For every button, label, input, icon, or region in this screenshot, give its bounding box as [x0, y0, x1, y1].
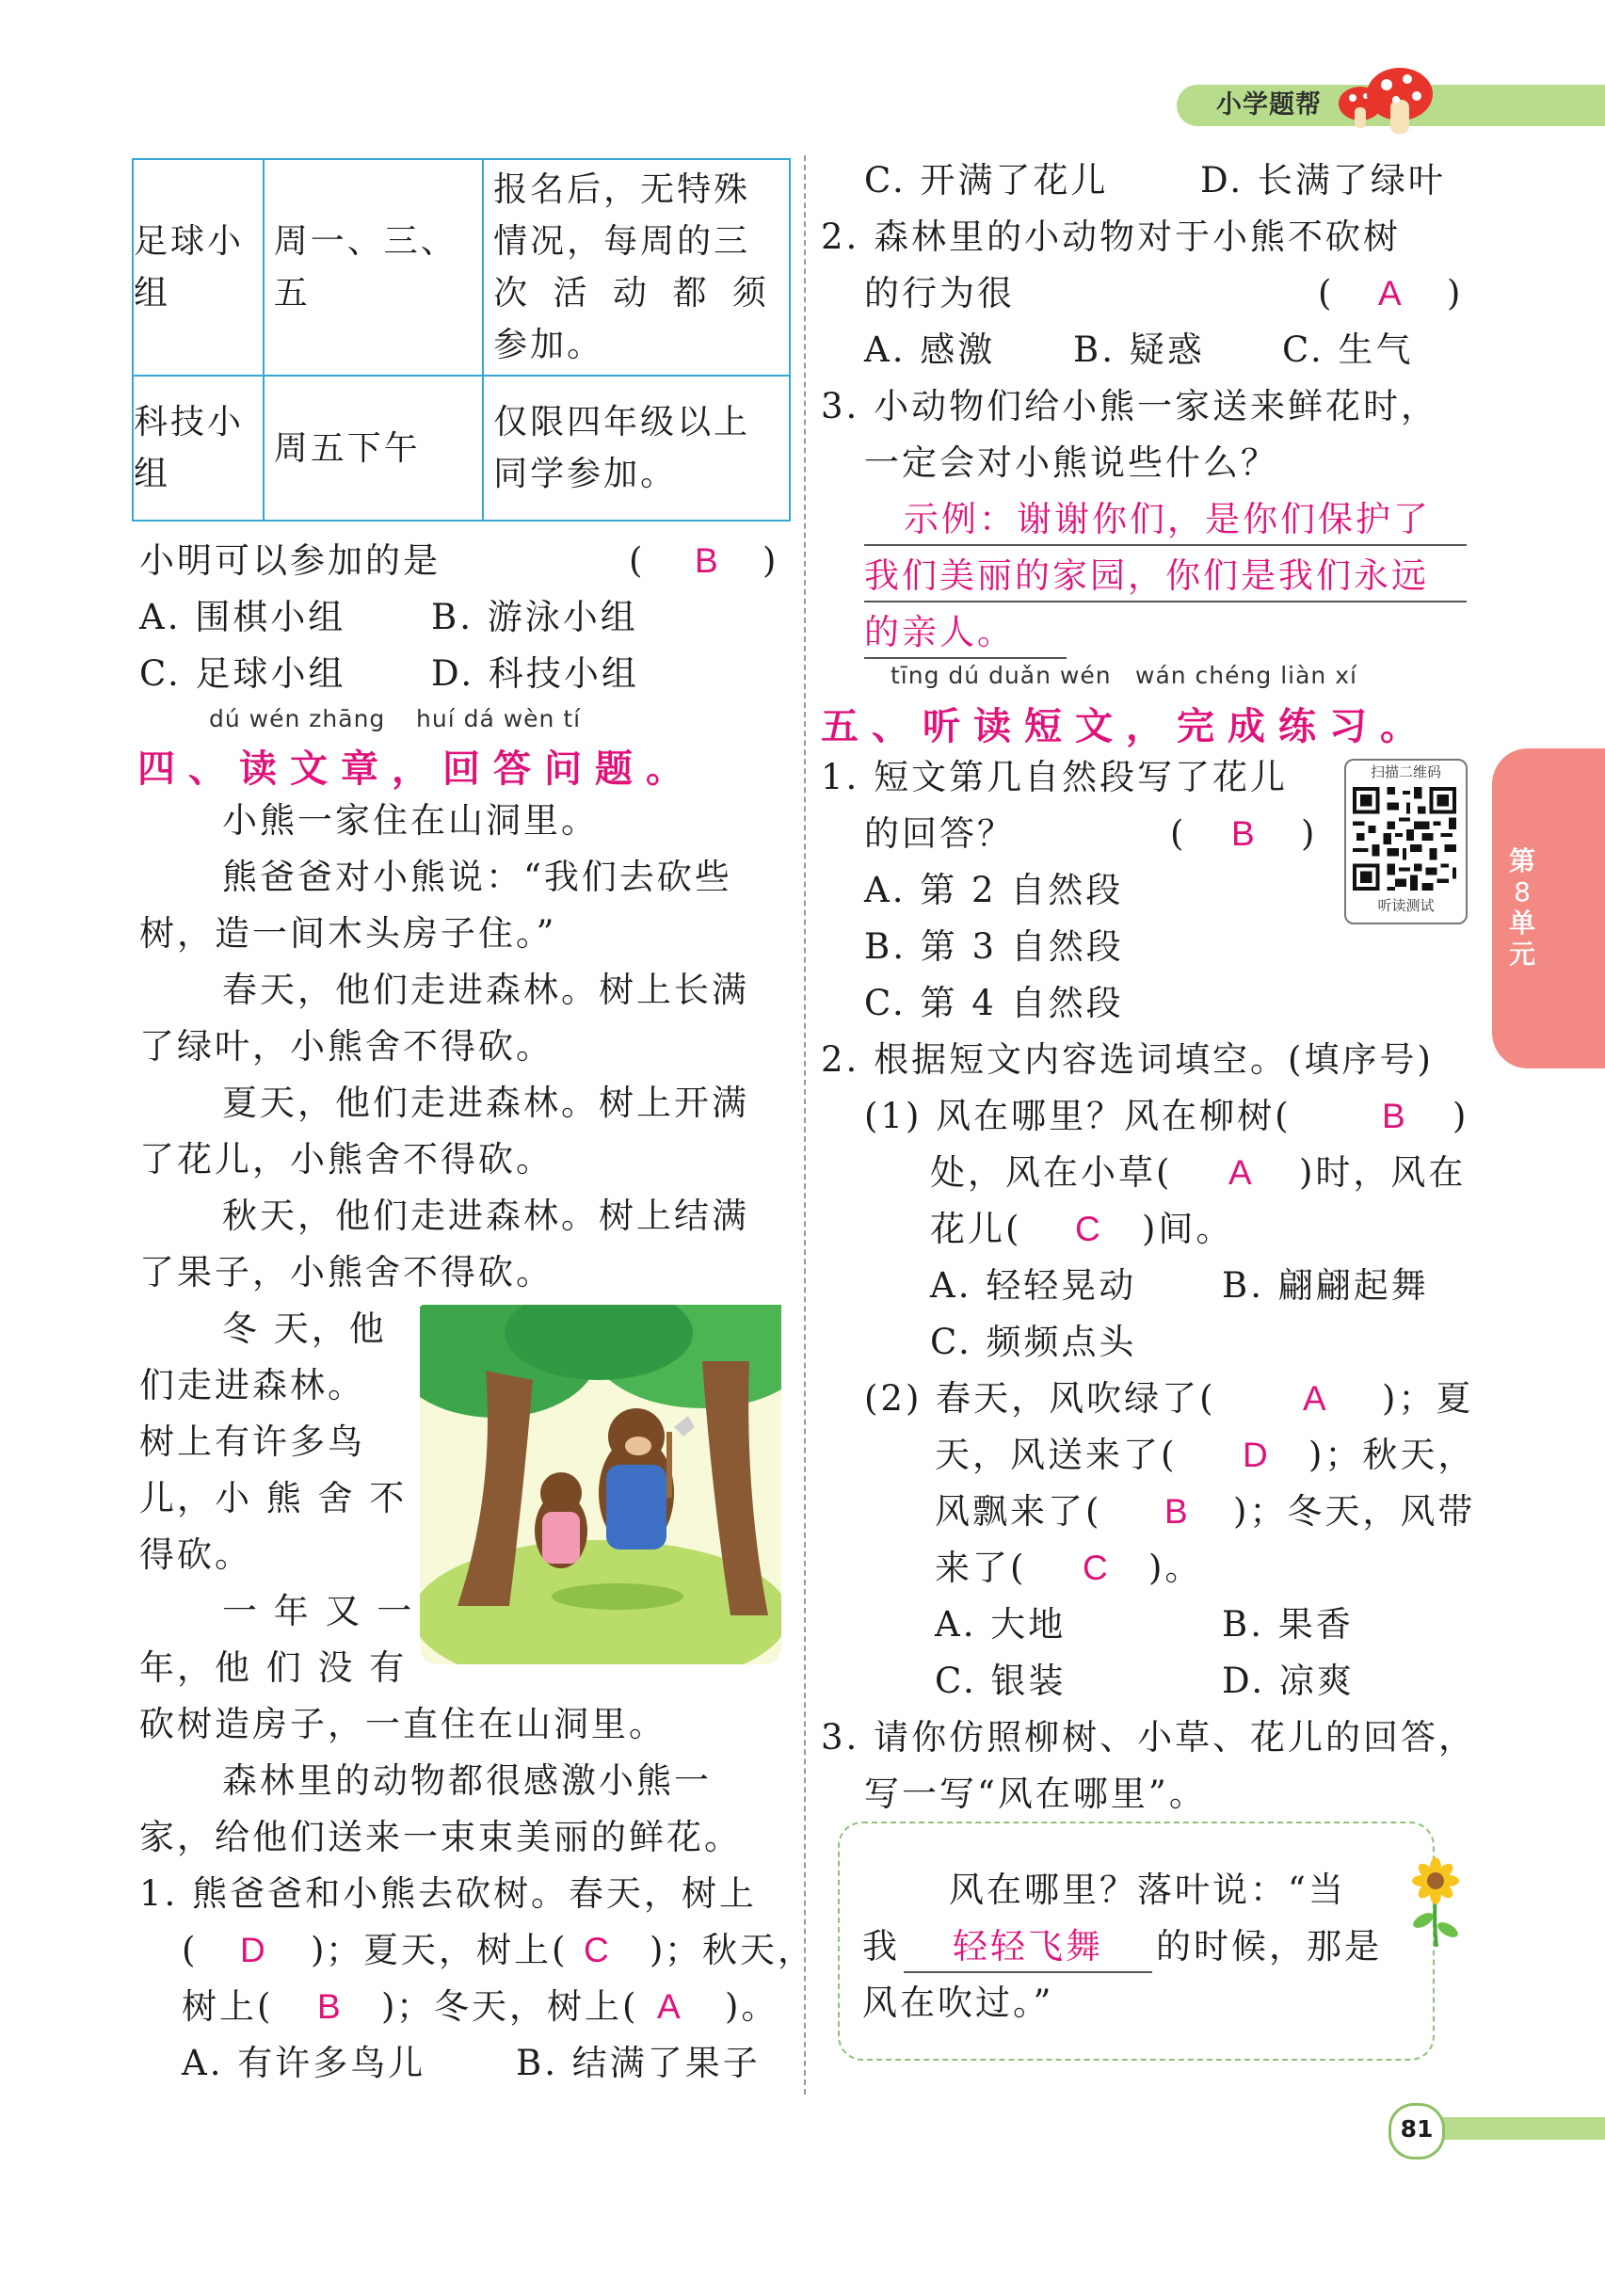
s4-q2-close: ) [1447, 273, 1464, 313]
s4-q1-answer-spring: D [240, 1931, 268, 1969]
table-row [133, 159, 790, 376]
table-cell-time: 周五下午 [264, 376, 483, 521]
sunflower-icon [1403, 1854, 1469, 1949]
passage-line: 儿，小 熊 舍 不 [139, 1478, 408, 1518]
note-line: 报名后，无特殊 [493, 170, 751, 209]
box-line1: 风在哪里？落叶说：“当 [949, 1870, 1346, 1910]
column-divider [804, 155, 806, 2095]
table-cell-note [483, 159, 790, 376]
passage-line: 冬 天，他 [222, 1309, 387, 1349]
passage-line: 小熊一家住在山洞里。 [222, 800, 599, 841]
unit-tab-top: 第 [1508, 845, 1535, 876]
s5-q2-p2-answer4: C [1083, 1549, 1111, 1587]
s5-q2-p2-h: )。 [1148, 1548, 1203, 1588]
table-cell-note [483, 376, 790, 521]
s4-q1-summer-label: ；夏天，树上( [326, 1930, 569, 1970]
s5-q2-p1-answer2: A [1228, 1153, 1255, 1192]
s4-q1-close-autumn: ) [381, 1986, 398, 2027]
qr-code-icon[interactable] [1349, 783, 1460, 894]
s4-q1-line1: 1. 熊爸爸和小熊去砍树。春天，树上 [139, 1873, 758, 1914]
s5-q2-p2-d: )；秋天， [1308, 1435, 1476, 1475]
section5-pinyin-1: tīng dú duǎn wén [891, 662, 1112, 689]
s4-q1-option-b: B. 结满了果子 [516, 2043, 761, 2083]
s5-q2-p1-answer1: B [1382, 1097, 1408, 1135]
s5-q2-p1-answer3: C [1075, 1210, 1103, 1248]
s4-q3-answer-line: 示例：谢谢你们，是你们保护了 [864, 495, 1467, 546]
section4-pinyin-2: huí dá wèn tí [416, 705, 582, 732]
unit-tab-label [1503, 845, 1541, 970]
s4-q2-option-b: B. 疑惑 [1073, 329, 1205, 370]
s4-q2-option-a: A. 感激 [864, 329, 996, 370]
s5-q1-close: ) [1301, 813, 1318, 854]
option-b: B. 游泳小组 [431, 597, 638, 637]
passage-line: 森林里的动物都很感激小熊一 [222, 1760, 712, 1801]
passage-line: 秋天，他们走进森林。树上结满 [222, 1196, 749, 1236]
passage-line: 夏天，他们走进森林。树上开满 [222, 1083, 749, 1123]
s5-q2-p2-answer3: B [1164, 1492, 1191, 1531]
section4-heading: 四、读文章，回答问题。 [137, 747, 697, 791]
qr-caption-bottom: 听读测试 [1377, 897, 1435, 914]
table-cell-group: 足球小组 [133, 159, 264, 376]
passage-line: 熊爸爸对小熊说：“我们去砍些 [222, 857, 732, 897]
passage-line: 了花儿，小熊舍不得砍。 [139, 1139, 554, 1180]
bears-forest-illustration [420, 1305, 781, 1664]
s5-q2-p2-answer1: A [1303, 1379, 1329, 1418]
page-number: 81 [1400, 2115, 1434, 2143]
s5-q1-open: ( [1170, 813, 1187, 854]
s4-q2-answer: A [1378, 274, 1404, 313]
bracket-close: ) [762, 540, 779, 581]
passage-line: 家，给他们送来一束束美丽的鲜花。 [139, 1817, 742, 1857]
s5-q2-p2-option-a: A. 大地 [935, 1604, 1067, 1645]
s5-q2-p2-option-d: D. 凉爽 [1222, 1661, 1355, 1701]
note-line: 同学参加。 [493, 455, 678, 493]
s4-q1-answer-winter: A [657, 1987, 683, 2026]
s5-q2-p1-option-b: B. 翩翩起舞 [1222, 1265, 1429, 1306]
box-after: 的时候，那是 [1156, 1926, 1382, 1967]
s5-q2-p1-e: )间。 [1142, 1209, 1234, 1249]
passage-line: 砍树造房子，一直住在山洞里。 [139, 1704, 666, 1744]
s4-q3-answer-line: 的亲人。 [864, 608, 1067, 659]
passage-line: 树上有许多鸟 [139, 1421, 365, 1462]
s4-q1-answer-summer: C [584, 1931, 612, 1969]
section5-pinyin-2: wán chéng liàn xí [1135, 662, 1357, 689]
unit-tab-number: 8 [1514, 876, 1531, 907]
passage-line: 树，造一间木头房子住。” [139, 913, 557, 954]
s5-q2-p2-c: 天，风送来了( [935, 1435, 1178, 1475]
s4-q2-line1: 2. 森林里的小动物对于小熊不砍树 [821, 217, 1402, 257]
answer-mark: B [695, 541, 721, 580]
qr-caption-top: 扫描二维码 [1370, 763, 1441, 780]
s5-q2-p2-option-b: B. 果香 [1222, 1604, 1354, 1645]
passage-line: 得砍。 [139, 1534, 252, 1575]
header-title: 小学题帮 [1216, 90, 1322, 120]
s5-q2-p2-answer2: D [1243, 1436, 1271, 1474]
s5-q2-p1-c: )时，风在 [1299, 1152, 1467, 1193]
s5-q2-p2-f: )；冬天，风带 [1233, 1491, 1476, 1532]
s4-q2-line2: 的行为很 [864, 273, 1015, 313]
s5-q2-p2-b: )；夏 [1382, 1378, 1474, 1419]
table-cell-group: 科技小组 [133, 376, 264, 521]
box-answer: 轻轻飞舞 [904, 1922, 1152, 1973]
mushroom-icon [1332, 58, 1440, 143]
table-row [133, 376, 790, 521]
s4-q2-option-c: C. 生气 [1282, 329, 1414, 370]
s4-q3-line1: 3. 小动物们给小熊一家送来鲜花时， [821, 386, 1439, 426]
s5-q2-p1-option-a: A. 轻轻晃动 [930, 1265, 1137, 1306]
note-line: 情况，每周的三 [493, 222, 751, 261]
s4-q3-line2: 一定会对小熊说些什么？ [864, 442, 1278, 483]
s5-q1-answer: B [1231, 814, 1258, 853]
note-line: 次 活 动 都 须 [493, 274, 774, 313]
s5-q1-line1: 1. 短文第几自然段写了花儿 [821, 757, 1289, 797]
s4-q2-open: ( [1318, 273, 1335, 313]
s4-q1-winter-label: ；冬天，树上( [396, 1986, 639, 2027]
s4-q1-close-spring: ) [311, 1930, 328, 1970]
s4-q1-autumn-prefix: 树上( [182, 1986, 274, 2027]
s5-q2-p1-b: 处，风在小草( [930, 1152, 1173, 1193]
s4-q1-option-a: A. 有许多鸟儿 [182, 2043, 426, 2083]
option-a: A. 围棋小组 [139, 597, 346, 637]
note-line: 仅限四年级以上 [493, 403, 751, 442]
passage-line: 年，他 们 没 有 [139, 1647, 408, 1688]
note-line: 参加。 [493, 326, 604, 364]
passage-line: 了绿叶，小熊舍不得砍。 [139, 1026, 554, 1067]
s4-q1-close-summer: ) [650, 1930, 666, 1970]
passage-line: 春天，他们走进森林。树上长满 [222, 970, 749, 1010]
option-d: D. 科技小组 [431, 653, 639, 694]
section5-heading: 五、听读短文，完成练习。 [821, 705, 1431, 748]
s5-q2-p1-close1: ) [1453, 1096, 1469, 1136]
s5-q2-p2-e: 风飘来了( [935, 1491, 1102, 1532]
box-line3: 风在吹过。” [862, 1983, 1054, 2023]
bracket-open: ( [629, 540, 646, 581]
s4-q1-option-c: C. 开满了花儿 [864, 160, 1109, 201]
s5-q3-line1: 3. 请你仿照柳树、小草、花儿的回答， [821, 1717, 1477, 1758]
box-me: 我 [862, 1926, 900, 1967]
s4-q3-answer-line: 我们美丽的家园，你们是我们永远 [864, 552, 1467, 602]
s5-q3-line2: 写一写“风在哪里”。 [864, 1774, 1207, 1814]
option-c: C. 足球小组 [139, 653, 346, 694]
s5-q2-p1-option-c: C. 频频点头 [930, 1322, 1137, 1362]
activity-schedule-table [132, 158, 791, 522]
section4-pinyin-1: dú wén zhāng [209, 705, 386, 732]
s5-q1-line2: 的回答？ [864, 813, 1015, 854]
s5-q2-p2-option-c: C. 银装 [935, 1661, 1067, 1701]
table-question: 小明可以参加的是 [139, 540, 441, 581]
s4-q1-close-winter: )。 [725, 1986, 779, 2027]
s5-q1-option-b: B. 第 3 自然段 [864, 926, 1124, 967]
s5-q2-p2-g: 来了( [935, 1548, 1027, 1588]
s4-q1-open-spring: ( [182, 1930, 199, 1970]
s5-q1-option-a: A. 第 2 自然段 [864, 870, 1124, 910]
table-cell-time: 周一、三、五 [264, 159, 483, 376]
passage-line: 一 年 又 一 [222, 1591, 415, 1631]
s5-q1-option-c: C. 第 4 自然段 [864, 983, 1124, 1023]
s5-q2-p2-a: (2) 春天，风吹绿了( [864, 1378, 1216, 1419]
unit-tab-bottom: 单元 [1508, 907, 1535, 970]
s4-q1-autumn-label: ；秋天， [665, 1930, 815, 1970]
s5-q2-p1-d: 花儿( [930, 1209, 1022, 1249]
s5-q2-line1: 2. 根据短文内容选词填空。(填序号) [821, 1039, 1434, 1080]
passage-line: 们走进森林。 [139, 1365, 365, 1405]
passage-line: 了果子，小熊舍不得砍。 [139, 1252, 554, 1293]
s5-q2-p1-a: (1) 风在哪里？风在柳树( [864, 1096, 1292, 1136]
s4-q1-option-d: D. 长满了绿叶 [1200, 160, 1446, 201]
s4-q1-answer-autumn: B [317, 1987, 344, 2026]
